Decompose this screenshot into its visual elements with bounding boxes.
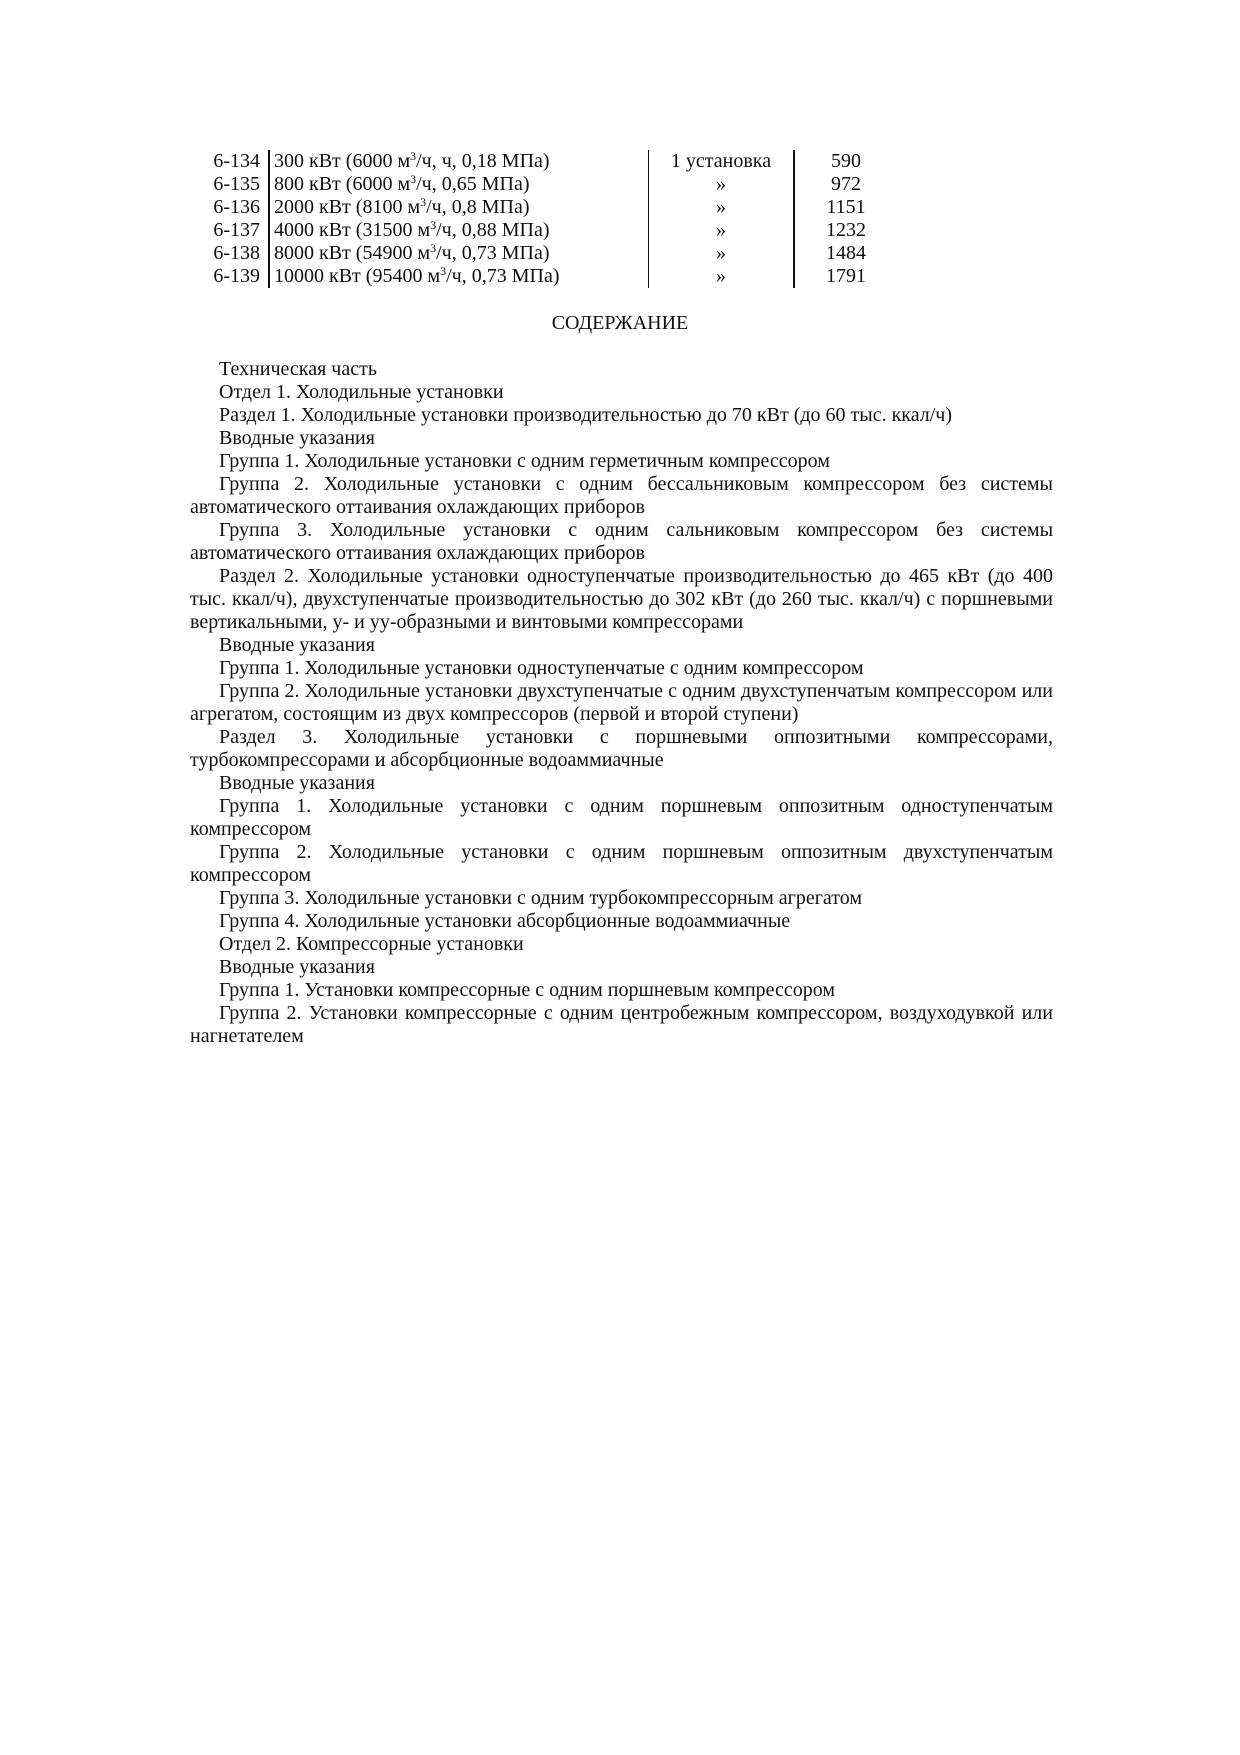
toc-entry: Раздел 1. Холодильные установки производительностью до 70 кВт (до 60 тыс. ккал/ч) xyxy=(219,404,953,426)
row-unit: » xyxy=(649,242,795,265)
row-code: 6-137 xyxy=(213,219,260,241)
row-cost: 1791 xyxy=(794,265,897,288)
toc-entry: Группа 1. Холодильные установки с одним герметичным компрессором xyxy=(219,450,830,472)
toc-title: СОДЕРЖАНИЕ xyxy=(551,312,689,334)
toc-entry: Отдел 1. Холодильные установки xyxy=(219,381,504,403)
row-description: 300 кВт (6000 $м^3/ч$, ч, 0,18 МПа) xyxy=(269,150,649,173)
table-row xyxy=(190,173,897,196)
toc-entry: Вводные указания xyxy=(219,772,375,794)
row-code: 6-136 xyxy=(213,196,260,218)
toc-entry: Группа 1. Холодильные установки с одним поршневым оппозитным одноступенчатым компрессором xyxy=(190,795,1053,840)
toc-entry: Вводные указания xyxy=(219,634,375,656)
rates-table xyxy=(190,150,897,288)
row-cost: 590 xyxy=(794,150,897,173)
row-unit: » xyxy=(649,265,795,288)
row-cost: 972 xyxy=(794,173,897,196)
row-cost: 1484 xyxy=(794,242,897,265)
row-unit: » xyxy=(649,173,795,196)
toc-entry: Техническая часть xyxy=(219,358,377,380)
toc-entry: Группа 2. Установки компрессорные с одним центробежным компрессором, воздуходувкой или нагнетателем xyxy=(190,1002,1053,1047)
toc-entry: Группа 3. Холодильные установки с одним сальниковым компрессором без системы автоматического оттаивания охлаждающих приборов xyxy=(190,519,1053,564)
row-unit: 1 установка xyxy=(649,150,795,173)
row-description: 2000 кВт (8100 $м^3/ч$, 0,8 МПа) xyxy=(269,196,649,219)
table-row xyxy=(190,265,897,288)
row-code: 6-139 xyxy=(213,265,260,287)
toc-entry: Раздел 3. Холодильные установки с поршневыми оппозитными компрессорами, турбокомпрессорами и абсорбционные водоаммиачные xyxy=(190,726,1053,771)
row-unit: » xyxy=(649,219,795,242)
toc-entry: Вводные указания xyxy=(219,956,375,978)
table-row xyxy=(190,219,897,242)
table-row xyxy=(190,196,897,219)
row-description: 10000 кВт (95400 $м^3/ч$, 0,73 МПа) xyxy=(269,265,649,288)
row-cost: 1232 xyxy=(794,219,897,242)
row-cost: 1151 xyxy=(794,196,897,219)
toc-entry: Группа 2. Холодильные установки двухступенчатые с одним двухступенчатым компрессором или агрегатом, состоящим из двух компрессоров (первой и второй ступени) xyxy=(190,680,1053,725)
table-row xyxy=(190,150,897,173)
toc-entry: Группа 4. Холодильные установки абсорбционные водоаммиачные xyxy=(219,910,791,932)
toc-entry: Вводные указания xyxy=(219,427,375,449)
row-code: 6-138 xyxy=(213,242,260,264)
row-description: 4000 кВт (31500 $м^3/ч$, 0,88 МПа) xyxy=(269,219,649,242)
toc-entry: Раздел 2. Холодильные установки одноступенчатые производительностью до 465 кВт (до 400 тыс. ккал/ч), двухступенчатые производительностью до 302 кВт (до 260 тыс. ккал/ч) с поршневыми вертикальными, у- и уу-образными и винтовыми компрессорами xyxy=(190,565,1053,633)
toc-entry: Группа 3. Холодильные установки с одним турбокомпрессорным агрегатом xyxy=(219,887,863,909)
toc-entry: Группа 2. Холодильные установки с одним поршневым оппозитным двухступенчатым компрессором xyxy=(190,841,1053,886)
row-code: 6-134 xyxy=(213,150,260,172)
row-code: 6-135 xyxy=(213,173,260,195)
toc-entry: Группа 1. Установки компрессорные с одним поршневым компрессором xyxy=(219,979,836,1001)
table-row xyxy=(190,242,897,265)
toc-entry: Группа 2. Холодильные установки с одним бессальниковым компрессором без системы автоматического оттаивания охлаждающих приборов xyxy=(190,473,1053,518)
toc-entry: Отдел 2. Компрессорные установки xyxy=(219,933,524,955)
row-unit: » xyxy=(649,196,795,219)
row-description: 800 кВт (6000 $м^3/ч$, 0,65 МПа) xyxy=(269,173,649,196)
row-description: 8000 кВт (54900 $м^3/ч$, 0,73 МПа) xyxy=(269,242,649,265)
table-of-contents xyxy=(190,358,1053,1048)
toc-entry: Группа 1. Холодильные установки одноступенчатые с одним компрессором xyxy=(219,657,864,679)
